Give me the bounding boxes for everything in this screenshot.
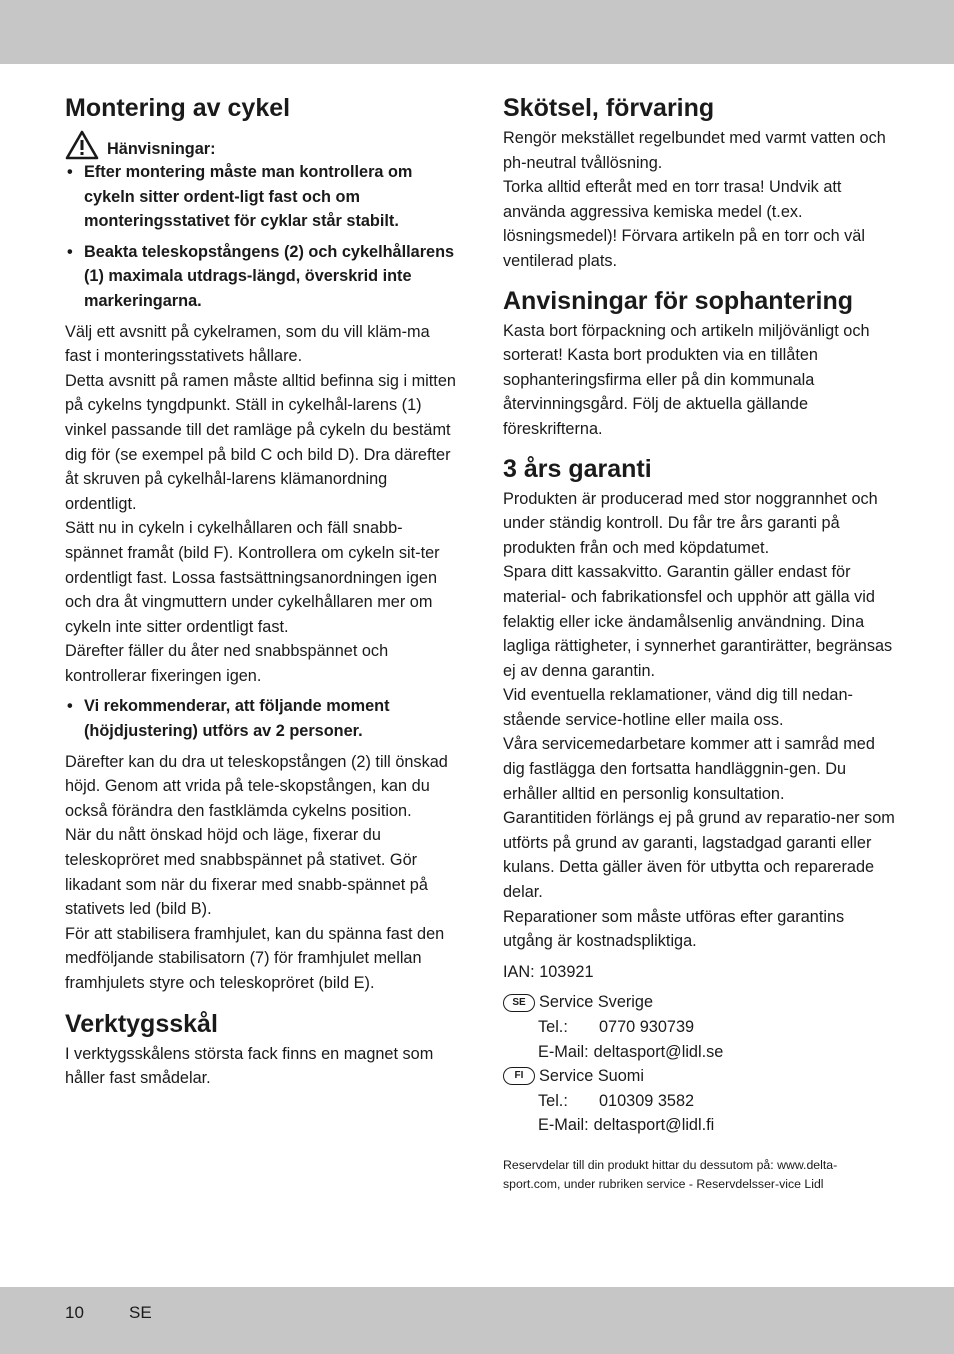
- right-column: [503, 90, 895, 1195]
- email-row: [503, 1113, 895, 1138]
- warning-note: [65, 130, 457, 160]
- paragraph: Välj ett avsnitt på cykelramen, som du vill kläm-ma fast i monteringsstativets hållare.: [65, 322, 430, 366]
- paragraph: Våra servicemedarbetare kommer att i samråd med dig fastlägga den fortsatta handläggnin-gen. Du erhåller alltid en personlig konsultation.: [503, 735, 875, 803]
- paragraph: Garantitiden förlängs ej på grund av reparatio-ner som utförts på grund av garanti, lagstadgad garanti eller kulans. Detta gäller även för utbytta och reparerade delar.: [503, 809, 895, 902]
- service-header: [503, 990, 895, 1015]
- language-code: SE: [129, 1303, 152, 1322]
- paragraph: Kasta bort förpackning och artikeln miljövänligt och sorterat! Kasta bort produkten via en tillåten sophanteringsfirma eller på din kommunala återvinningsgård. Följ de aktuella gällande föreskrifterna.: [503, 321, 870, 438]
- spare-parts-note: Reservdelar till din produkt hittar du dessutom på: www.delta-sport.com, under rubriken service - Reservdelsser-vice Lidl: [503, 1157, 838, 1192]
- service-name: Service Sverige: [539, 993, 654, 1012]
- country-badge: SE: [503, 994, 535, 1012]
- paragraph: Därefter fäller du åter ned snabbspännet och kontrollerar fixeringen igen.: [65, 642, 389, 685]
- section-title-disposal: Anvisningar för sophantering: [503, 286, 854, 315]
- service-finland: [503, 1064, 895, 1138]
- email-address: deltasport@lidl.fi: [593, 1116, 715, 1135]
- section-title-care: Skötsel, förvaring: [503, 94, 715, 122]
- list-item: • Vi rekommenderar, att följande moment (höjdjustering) utförs av 2 personer.: [65, 694, 457, 743]
- height-adjust-paragraphs: [65, 750, 457, 996]
- phone-label: Tel.:: [538, 1018, 568, 1036]
- paragraph: Därefter kan du dra ut teleskopstången (2) till önskad höjd. Genom att vrida på tele-skopstången, kan du också förändra den fastklämda cykelns position.: [65, 752, 448, 820]
- email-row: [503, 1040, 895, 1065]
- paragraph: När du nått önskad höjd och läge, fixerar du teleskopröret med snabbspännet på stativet. Gör likadant som när du fixerar med snabb-spännet på stativets led (bild B).: [65, 826, 428, 919]
- list-item: • Beakta teleskopstångens (2) och cykelhållarens (1) maximala utdrags-längd, överskrid inte markeringarna.: [65, 240, 457, 314]
- top-bar: [0, 0, 954, 64]
- warning-triangle-icon: [65, 130, 99, 160]
- paragraph: För att stabilisera framhjulet, kan du spänna fast den medföljande stabilisatorn (7) för framhjulet mellan framhjulets styre och teleskopröret (bild E).: [65, 924, 445, 992]
- service-sweden: [503, 990, 895, 1064]
- paragraph: Sätt nu in cykeln i cykelhållaren och fäll snabb-spännet framåt (bild F). Kontrollera om cykeln sit-ter ordentligt fast. Lossa fastsättningsanordningen igen och dra åt vingmuttern under cykelhållaren mer om cykeln inte sitter ordentligt fast.: [65, 519, 440, 636]
- paragraph: Torka alltid efteråt med en torr trasa! Undvik att använda aggressiva kemiska medel (t.ex. lösningsmedel)! Förvara artikeln på en torr och väl ventilerad plats.: [503, 178, 865, 270]
- paragraph: Detta avsnitt på ramen måste alltid befinna sig i mitten på cykelns tyngdpunkt. Ställ in cykelhål-larens (1) vinkel passande till det ramläge på cykeln du bestämt dig för (se exempel på bild C och bild D). Dra därefter åt skruven på cykelhål-larens klämanordning ordentligt.: [65, 371, 456, 513]
- paragraph: Rengör mekstället regelbundet med varmt vatten och ph-neutral tvållösning.: [503, 129, 886, 172]
- country-badge: FI: [503, 1067, 535, 1085]
- warning-bullet-list: [65, 160, 457, 314]
- paragraph: Spara ditt kassakvitto. Garantin gäller endast för material- och fabrikationsfel och upphör att gälla vid felaktig eller icke ändamålsenlig användning. Dina lagliga rättigheter, i synnerhet garantirätter, begränsas ej av denna garantin.: [503, 563, 893, 680]
- section-title-warranty: 3 års garanti: [503, 454, 652, 483]
- left-column: [65, 90, 457, 1091]
- section-title-tool-tray: Verktygsskål: [65, 1009, 218, 1038]
- service-header: [503, 1064, 895, 1089]
- email-label: E-Mail:: [538, 1042, 589, 1061]
- section-title-mounting: Montering av cykel: [65, 94, 291, 122]
- email-label: E-Mail:: [538, 1116, 589, 1135]
- phone-number: 010309 3582: [599, 1091, 695, 1110]
- recommendation-bullet-list: [65, 694, 457, 743]
- list-item: • Efter montering måste man kontrollera om cykeln sitter ordent-ligt fast och om monteringsstativet för cyklar står stabilt.: [65, 160, 457, 234]
- phone-row: [503, 1089, 895, 1114]
- mounting-paragraphs: [65, 320, 457, 689]
- note-label: Hänvisningar:: [107, 140, 216, 158]
- paragraph: Vid eventuella reklamationer, vänd dig till nedan-stående service-hotline eller maila oss.: [503, 686, 853, 729]
- phone-number: 0770 930739: [599, 1018, 695, 1036]
- service-name: Service Suomi: [539, 1067, 644, 1086]
- paragraph: Produkten är producerad med stor noggrannhet och under ständig kontroll. Du får tre års garanti på produkten från och med köpdatumet.: [503, 489, 878, 557]
- email-address: deltasport@lidl.se: [593, 1042, 724, 1061]
- paragraph: Reparationer som måste utföras efter garantins utgång är kostnadspliktiga.: [503, 907, 845, 951]
- phone-label: Tel.:: [538, 1091, 568, 1110]
- paragraph: I verktygsskålens största fack finns en magnet som håller fast smådelar.: [65, 1044, 434, 1088]
- phone-row: [503, 1015, 895, 1040]
- page-number: 10: [65, 1303, 84, 1322]
- ian-number: IAN: 103921: [503, 962, 594, 981]
